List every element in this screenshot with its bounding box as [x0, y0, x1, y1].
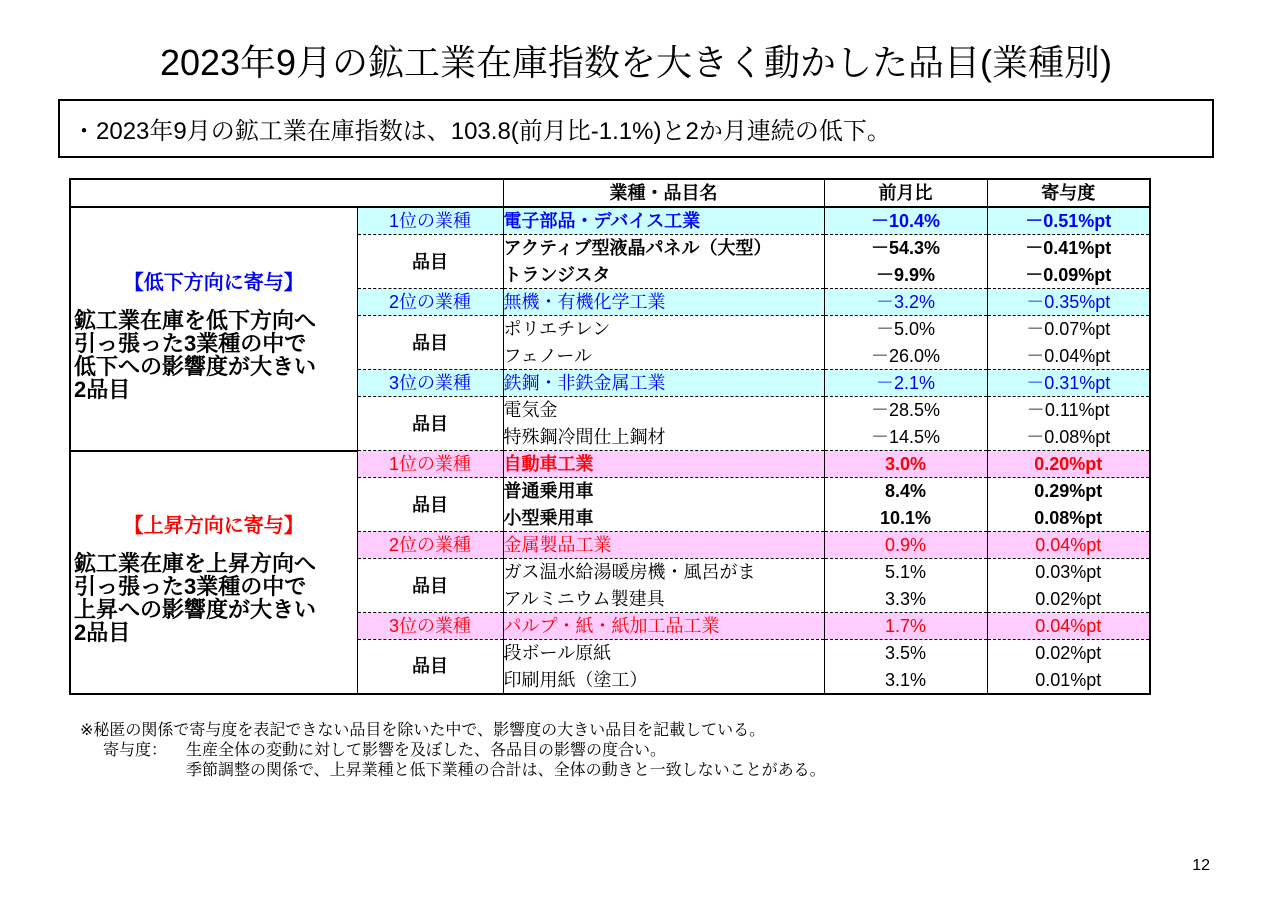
industry-contribution: 0.04%pt — [987, 532, 1150, 559]
item-name: 小型乗用車 — [503, 505, 824, 532]
industry-mom-change: 1.7% — [824, 613, 987, 640]
group-description-line: 引っ張った3業種の中で — [74, 330, 307, 356]
item-contribution: －0.04%pt — [987, 343, 1150, 370]
item-name: フェノール — [503, 343, 824, 370]
industry-contribution: －0.35%pt — [987, 289, 1150, 316]
industry-rank: 2位の業種 — [357, 532, 503, 559]
item-contribution: －0.11%pt — [987, 397, 1150, 424]
group-label-cell-decrease — [70, 207, 357, 451]
item-contribution: 0.02%pt — [987, 586, 1150, 613]
item-mom-change: 3.1% — [824, 667, 987, 694]
group-description-line: 2品目 — [74, 376, 131, 402]
item-mom-change: 3.3% — [824, 586, 987, 613]
group-description-line: 低下への影響度が大きい — [74, 353, 317, 379]
industry-rank: 1位の業種 — [357, 451, 503, 478]
page-number: 12 — [1192, 857, 1210, 874]
item-label: 品目 — [357, 316, 503, 370]
industry-mom-change: －10.4% — [824, 207, 987, 235]
industry-rank: 2位の業種 — [357, 289, 503, 316]
industry-mom-change: 0.9% — [824, 532, 987, 559]
table-header-row — [70, 179, 1150, 207]
industry-rank: 3位の業種 — [357, 370, 503, 397]
industry-name: 金属製品工業 — [503, 532, 824, 559]
item-mom-change: 3.5% — [824, 640, 987, 667]
page-title: 2023年9月の鉱工業在庫指数を大きく動かした品目(業種別) — [159, 42, 1113, 83]
item-contribution: 0.03%pt — [987, 559, 1150, 586]
definition-text: 生産全体の変動に対して影響を及ぼした、各品目の影響の度合い。 — [186, 742, 667, 759]
item-name: 電気金 — [503, 397, 824, 424]
item-mom-change: 10.1% — [824, 505, 987, 532]
industry-mom-change: 3.0% — [824, 451, 987, 478]
industry-contribution: －0.31%pt — [987, 370, 1150, 397]
industry-contribution: 0.20%pt — [987, 451, 1150, 478]
item-label: 品目 — [357, 478, 503, 532]
industry-name: 鉄鋼・非鉄金属工業 — [503, 370, 824, 397]
group-description — [71, 309, 357, 401]
item-contribution: －0.41%pt — [987, 235, 1150, 262]
definition-text: 季節調整の関係で、上昇業種と低下業種の合計は、全体の動きと一致しないことがある。 — [186, 762, 826, 779]
item-contribution: 0.01%pt — [987, 667, 1150, 694]
industry-mom-change: －2.1% — [824, 370, 987, 397]
item-label: 品目 — [357, 559, 503, 613]
industry-name: パルプ・紙・紙加工品工業 — [503, 613, 824, 640]
header-industry-item-name: 業種・品目名 — [503, 179, 824, 207]
industry-rank: 3位の業種 — [357, 613, 503, 640]
item-mom-change: 5.1% — [824, 559, 987, 586]
item-label: 品目 — [357, 397, 503, 451]
group-heading: 【低下方向に寄与】 — [123, 271, 304, 294]
item-contribution: －0.08%pt — [987, 424, 1150, 451]
item-contribution: －0.07%pt — [987, 316, 1150, 343]
item-contribution: 0.02%pt — [987, 640, 1150, 667]
item-contribution: 0.29%pt — [987, 478, 1150, 505]
group-description-line: 鉱工業在庫を低下方向へ — [74, 307, 317, 333]
item-name: ガス温水給湯暖房機・風呂がま — [503, 559, 824, 586]
industry-name: 自動車工業 — [503, 451, 824, 478]
item-label: 品目 — [357, 640, 503, 694]
item-mom-change: 8.4% — [824, 478, 987, 505]
industry-name: 無機・有機化学工業 — [503, 289, 824, 316]
item-label: 品目 — [357, 235, 503, 289]
item-name: トランジスタ — [503, 262, 824, 289]
item-mom-change: －14.5% — [824, 424, 987, 451]
industry-contribution: 0.04%pt — [987, 613, 1150, 640]
group-label-cell-increase — [70, 451, 357, 694]
summary-text: ・2023年9月の鉱工業在庫指数は、103.8(前月比-1.1%)と2か月連続の低下。 — [72, 118, 891, 145]
item-mom-change: －54.3% — [824, 235, 987, 262]
footnote-confidentiality: ※秘匿の関係で寄与度を表記できない品目を除いた中で、影響度の大きい品目を記載している。 — [80, 722, 766, 739]
industry-name: 電子部品・デバイス工業 — [503, 207, 824, 235]
item-mom-change: －9.9% — [824, 262, 987, 289]
definition-label: 寄与度： — [103, 742, 168, 759]
summary-box — [58, 99, 1214, 158]
item-name: ポリエチレン — [503, 316, 824, 343]
footnote-seasonal-adjustment — [80, 761, 826, 781]
industry-mom-change: －3.2% — [824, 289, 987, 316]
header-contribution: 寄与度 — [987, 179, 1150, 207]
item-mom-change: －5.0% — [824, 316, 987, 343]
item-name: 印刷用紙（塗工） — [503, 667, 824, 694]
footnotes — [80, 721, 826, 781]
item-name: 普通乗用車 — [503, 478, 824, 505]
group-description-line: 上昇への影響度が大きい — [74, 597, 317, 622]
item-contribution: －0.09%pt — [987, 262, 1150, 289]
group-heading: 【上昇方向に寄与】 — [123, 515, 304, 537]
industry-rank: 1位の業種 — [357, 207, 503, 235]
group-description-line: 鉱工業在庫を上昇方向へ — [74, 551, 317, 576]
group-description-line: 2品目 — [74, 620, 131, 645]
header-mom-change: 前月比 — [824, 179, 987, 207]
item-name: 特殊鋼冷間仕上鋼材 — [503, 424, 824, 451]
header-blank-cell — [70, 179, 503, 207]
group-description — [71, 552, 357, 644]
item-mom-change: －28.5% — [824, 397, 987, 424]
item-contribution: 0.08%pt — [987, 505, 1150, 532]
contribution-table — [69, 178, 1151, 695]
item-name: アルミニウム製建具 — [503, 586, 824, 613]
item-name: 段ボール原紙 — [503, 640, 824, 667]
industry-contribution: －0.51%pt — [987, 207, 1150, 235]
item-mom-change: －26.0% — [824, 343, 987, 370]
footnote-definition — [80, 741, 826, 761]
group-description-line: 引っ張った3業種の中で — [74, 574, 307, 599]
industry-row — [70, 207, 1150, 235]
industry-row — [70, 451, 1150, 478]
item-name: アクティブ型液晶パネル（大型） — [503, 235, 824, 262]
